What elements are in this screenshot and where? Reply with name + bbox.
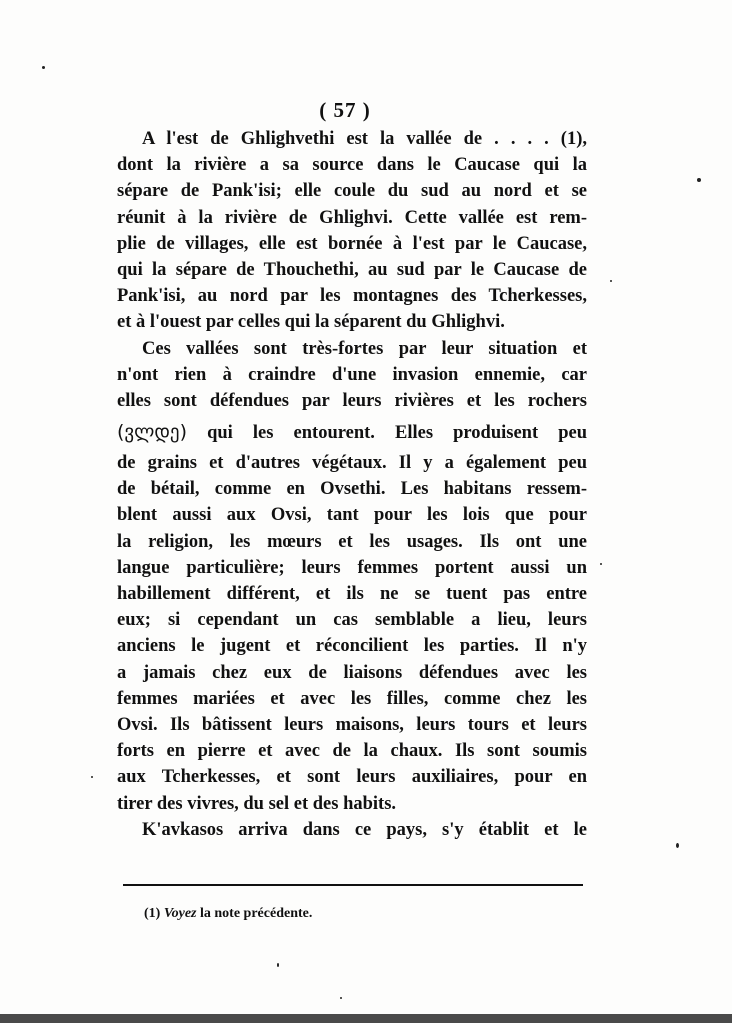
- text-line: [117, 633, 587, 659]
- text-line-content: qui la sépare de Thouchethi, au sud par le Caucase de: [117, 259, 587, 280]
- text-line-content: n'ont rien à craindre d'une invasion ennemie, car: [117, 364, 587, 385]
- georgian-word: (ვლდე): [117, 421, 187, 444]
- footnote: [144, 906, 312, 922]
- text-line: [117, 388, 587, 414]
- text-line-content: a jamais chez eux de liaisons défendues avec les: [117, 662, 587, 683]
- scan-speck: [340, 997, 342, 999]
- footnote-italic: Voyez: [163, 906, 197, 921]
- text-line: [117, 362, 587, 388]
- scan-speck: [91, 776, 93, 778]
- text-line-content: tirer des vivres, du sel et des habits.: [117, 793, 397, 814]
- text-line-content: de grains et d'autres végétaux. Il y a également peu: [117, 453, 587, 474]
- text-line-content: langue particulière; leurs femmes portent aussi un: [117, 557, 587, 578]
- text-line: [117, 126, 587, 152]
- text-line: [117, 336, 587, 362]
- text-line-content: plie de villages, elle est bornée à l'est par le Caucase,: [117, 233, 587, 254]
- scan-speck: [600, 563, 602, 565]
- text-line: [117, 555, 587, 581]
- scan-speck: [277, 963, 279, 967]
- text-line: [117, 738, 587, 764]
- footnote-rule: [123, 884, 583, 886]
- scan-speck: [676, 843, 679, 848]
- text-line-content: anciens le jugent et réconcilient les parties. Il n'y: [117, 636, 587, 657]
- text-line: [117, 205, 587, 231]
- text-line-content: elles sont défendues par leurs rivières et les rochers: [117, 390, 587, 411]
- text-line-content: de bétail, comme en Ovsethi. Les habitans ressem-: [117, 479, 587, 500]
- text-line-content: A l'est de Ghlighvethi est la vallée de . . . . (1),: [142, 129, 587, 149]
- text-line: [117, 231, 587, 257]
- text-line-content: Ovsi. Ils bâtissent leurs maisons, leurs tours et leurs: [117, 714, 587, 735]
- text-line-content: Ces vallées sont très-fortes par leur situation et: [142, 338, 587, 359]
- text-line-content: aux Tcherkesses, et sont leurs auxiliaires, pour en: [117, 767, 587, 788]
- text-line: [117, 476, 587, 502]
- text-line-content: Pank'isi, au nord par les montagnes des Tcherkesses,: [117, 286, 587, 307]
- text-line-content: eux; si cependant un cas semblable a lieu, leurs: [117, 610, 587, 631]
- text-line: [117, 817, 587, 843]
- text-line: [117, 660, 587, 686]
- text-line: [117, 178, 587, 204]
- page-number: ( 57 ): [319, 98, 371, 122]
- main-text: [117, 126, 587, 843]
- text-line: [117, 686, 587, 712]
- text-line: [117, 529, 587, 555]
- text-line-content: la religion, les mœurs et les usages. Ils ont une: [117, 531, 587, 552]
- text-line-content: K'avkasos arriva dans ce pays, s'y établit et le: [142, 819, 587, 840]
- viewer-bottom-bar: [0, 1014, 732, 1023]
- footnote-text: la note précédente.: [196, 906, 313, 921]
- text-line-content: sépare de Pank'isi; elle coule du sud au nord et se: [117, 181, 587, 202]
- scan-speck: [697, 178, 701, 182]
- text-line: [117, 581, 587, 607]
- text-line: [117, 450, 587, 476]
- text-line: [117, 283, 587, 309]
- text-line: [117, 607, 587, 633]
- text-line: [117, 502, 587, 528]
- text-line: [117, 764, 587, 790]
- text-line-content: forts en pierre et avec de la chaux. Ils sont soumis: [117, 741, 587, 762]
- text-line: [117, 152, 587, 178]
- text-line: [117, 257, 587, 283]
- text-line-content: habillement différent, et ils ne se tuent pas entre: [117, 584, 587, 604]
- text-line-content: dont la rivière a sa source dans le Caucase qui la: [117, 155, 587, 176]
- text-line-content: femmes mariées et avec les filles, comme chez les: [117, 688, 587, 709]
- text-line: [117, 712, 587, 738]
- footnote-marker: (1): [144, 906, 161, 921]
- text-line: [117, 309, 587, 335]
- text-line-content: et à l'ouest par celles qui la séparent du Ghlighvi.: [117, 312, 505, 333]
- scan-speck: [610, 280, 612, 282]
- text-line-content: blent aussi aux Ovsi, tant pour les lois que pour: [117, 505, 587, 526]
- scan-speck: [42, 66, 45, 69]
- text-line: [117, 414, 587, 450]
- text-line-content: réunit à la rivière de Ghlighvi. Cette vallée est rem-: [117, 207, 587, 228]
- text-line-content: qui les entourent. Elles produisent peu: [186, 423, 587, 444]
- text-line: [117, 791, 587, 817]
